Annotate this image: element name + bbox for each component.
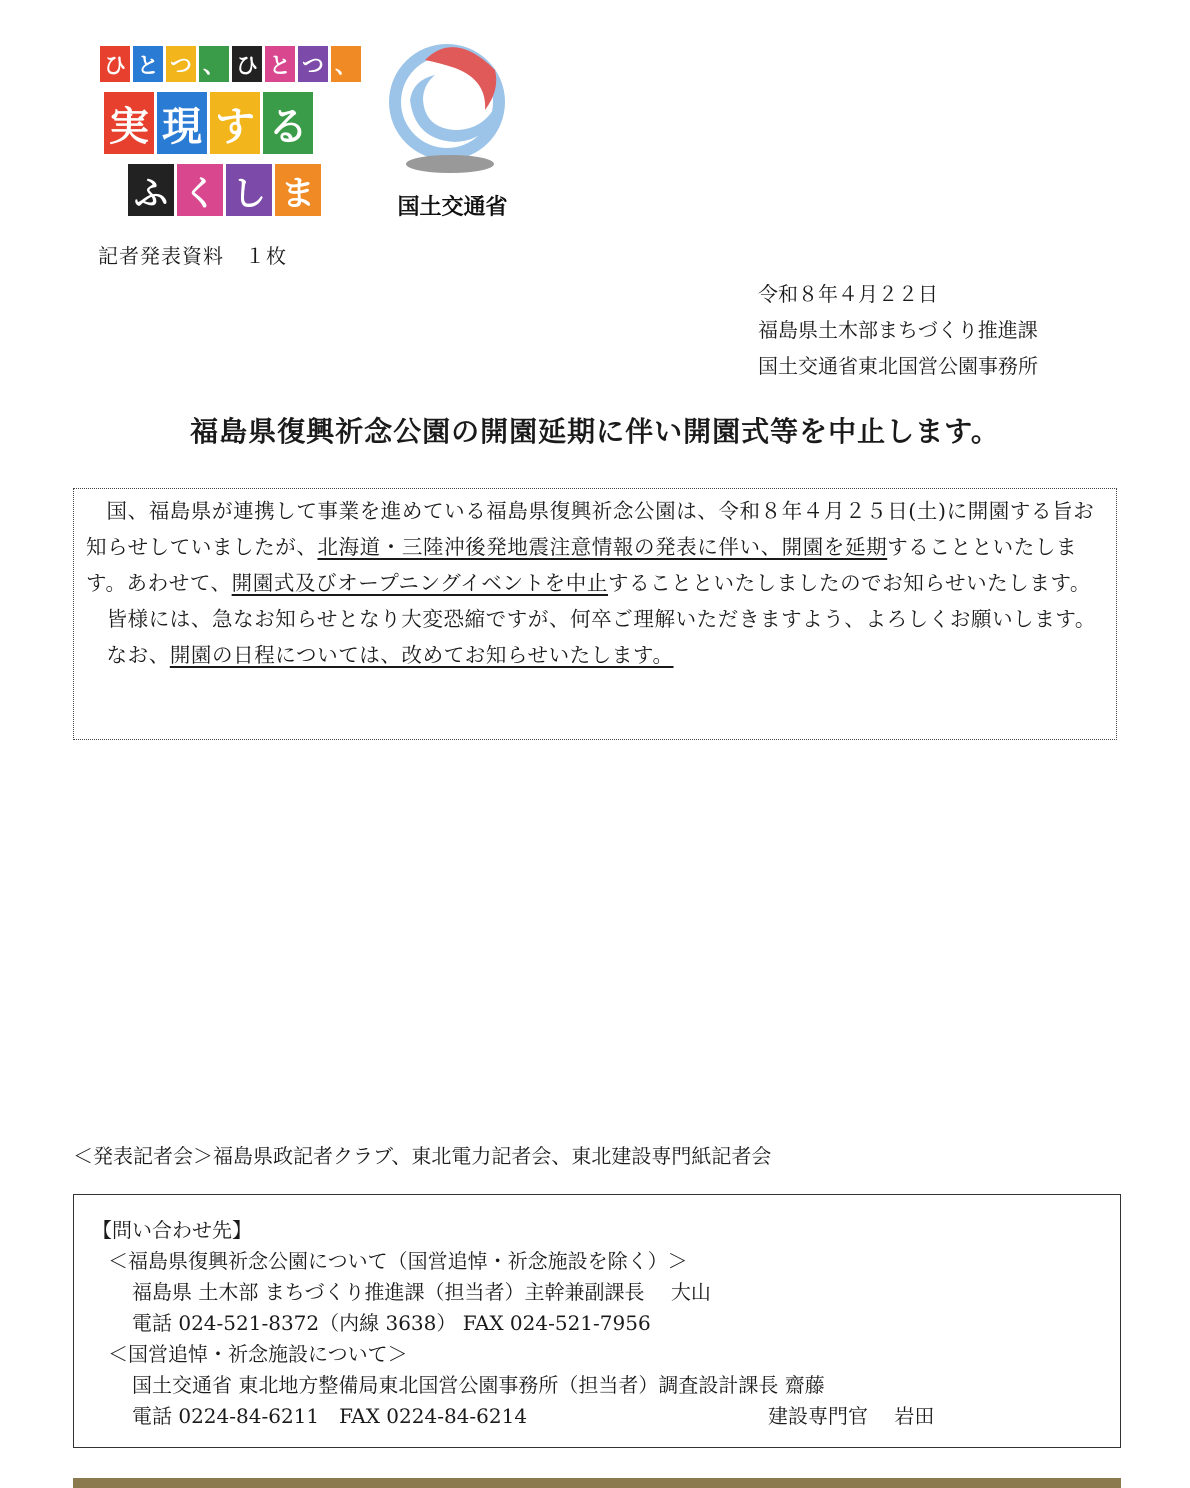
contact-heading: 【問い合わせ先】 bbox=[92, 1218, 252, 1242]
contact-section1-person: 福島県 土木部 まちづくり推進課（担当者）主幹兼副課長 大山 bbox=[132, 1280, 711, 1304]
logo-tile: ひ bbox=[232, 46, 262, 82]
logo-tile: 現 bbox=[157, 92, 207, 154]
logo-tile: ま bbox=[275, 164, 321, 216]
logo-tile: と bbox=[133, 46, 163, 82]
issue-date: 令和８年４月２２日 bbox=[758, 282, 938, 306]
logo-tile: つ bbox=[298, 46, 328, 82]
logo-tile: く bbox=[177, 164, 223, 216]
logo-tile: 、 bbox=[199, 46, 229, 82]
logo-tile: 実 bbox=[104, 92, 154, 154]
issuer-block bbox=[758, 276, 1038, 384]
body-paragraph-2: 皆様には、急なお知らせとなり大変恐縮ですが、何卒ご理解いただきますよう、よろしくお願いします。 bbox=[106, 607, 1096, 631]
logo-tile: 、 bbox=[331, 46, 361, 82]
logo-tile: し bbox=[226, 164, 272, 216]
logo-row-1 bbox=[100, 46, 361, 82]
mlit-logo bbox=[385, 30, 520, 225]
body-text: 国、福島県が連携して事業を進めている福島県復興祈念公園は、令和８年４月２５日(土)に開園する旨お知らせしていましたが、 bbox=[86, 499, 1095, 559]
issuer-fukushima: 福島県土木部まちづくり推進課 bbox=[758, 318, 1038, 342]
logo-tile: す bbox=[210, 92, 260, 154]
body-paragraph-1 bbox=[86, 493, 1106, 601]
logo-tile: ひ bbox=[100, 46, 130, 82]
document-page-count: 記者発表資料 １枚 bbox=[98, 244, 287, 268]
body-text: することといたします。あわせて、 bbox=[86, 535, 1078, 595]
logo-tile: と bbox=[265, 46, 295, 82]
contact-section2-phone: 電話 0224-84-6211 FAX 0224-84-6214 bbox=[132, 1404, 528, 1428]
contact-section2-person: 国土交通省 東北地方整備局東北国営公園事務所（担当者）調査設計課長 齋藤 bbox=[132, 1373, 825, 1397]
issuer-mlit: 国土交通省東北国営公園事務所 bbox=[758, 354, 1038, 378]
fukushima-slogan-logo bbox=[100, 42, 357, 222]
press-clubs: ＜発表記者会＞福島県政記者クラブ、東北電力記者会、東北建設専門紙記者会 bbox=[73, 1144, 772, 1168]
body-text-underlined: 北海道・三陸沖後発地震注意情報の発表に伴い、開園を延期 bbox=[317, 535, 888, 559]
logo-tile: る bbox=[263, 92, 313, 154]
logo-tile: つ bbox=[166, 46, 196, 82]
contact-box bbox=[73, 1194, 1121, 1448]
body-text: することといたしましたのでお知らせいたします。 bbox=[607, 571, 1092, 595]
footer-rule bbox=[73, 1478, 1121, 1488]
mlit-emblem-icon bbox=[385, 30, 520, 190]
announcement-body bbox=[73, 488, 1117, 740]
logo-row-3 bbox=[128, 164, 321, 216]
body-text: なお、 bbox=[106, 643, 170, 667]
logo-tile: ふ bbox=[128, 164, 174, 216]
logo-row-2 bbox=[104, 92, 313, 154]
contact-section1-title: ＜福島県復興祈念公園について（国営追悼・祈念施設を除く）＞ bbox=[108, 1249, 688, 1273]
body-text-underlined: 開園の日程については、改めてお知らせいたします。 bbox=[169, 643, 674, 667]
body-paragraph-3 bbox=[86, 637, 1106, 673]
contact-section2-person2: 建設専門官 岩田 bbox=[768, 1404, 935, 1428]
contact-section2-title: ＜国営追悼・祈念施設について＞ bbox=[108, 1342, 408, 1366]
contact-section1-phone: 電話 024-521-8372（内線 3638） FAX 024-521-7956 bbox=[132, 1311, 651, 1335]
page-title: 福島県復興祈念公園の開園延期に伴い開園式等を中止します。 bbox=[190, 415, 1000, 448]
body-text-underlined: 開園式及びオープニングイベントを中止 bbox=[231, 571, 608, 595]
mlit-name: 国土交通省 bbox=[397, 195, 508, 220]
